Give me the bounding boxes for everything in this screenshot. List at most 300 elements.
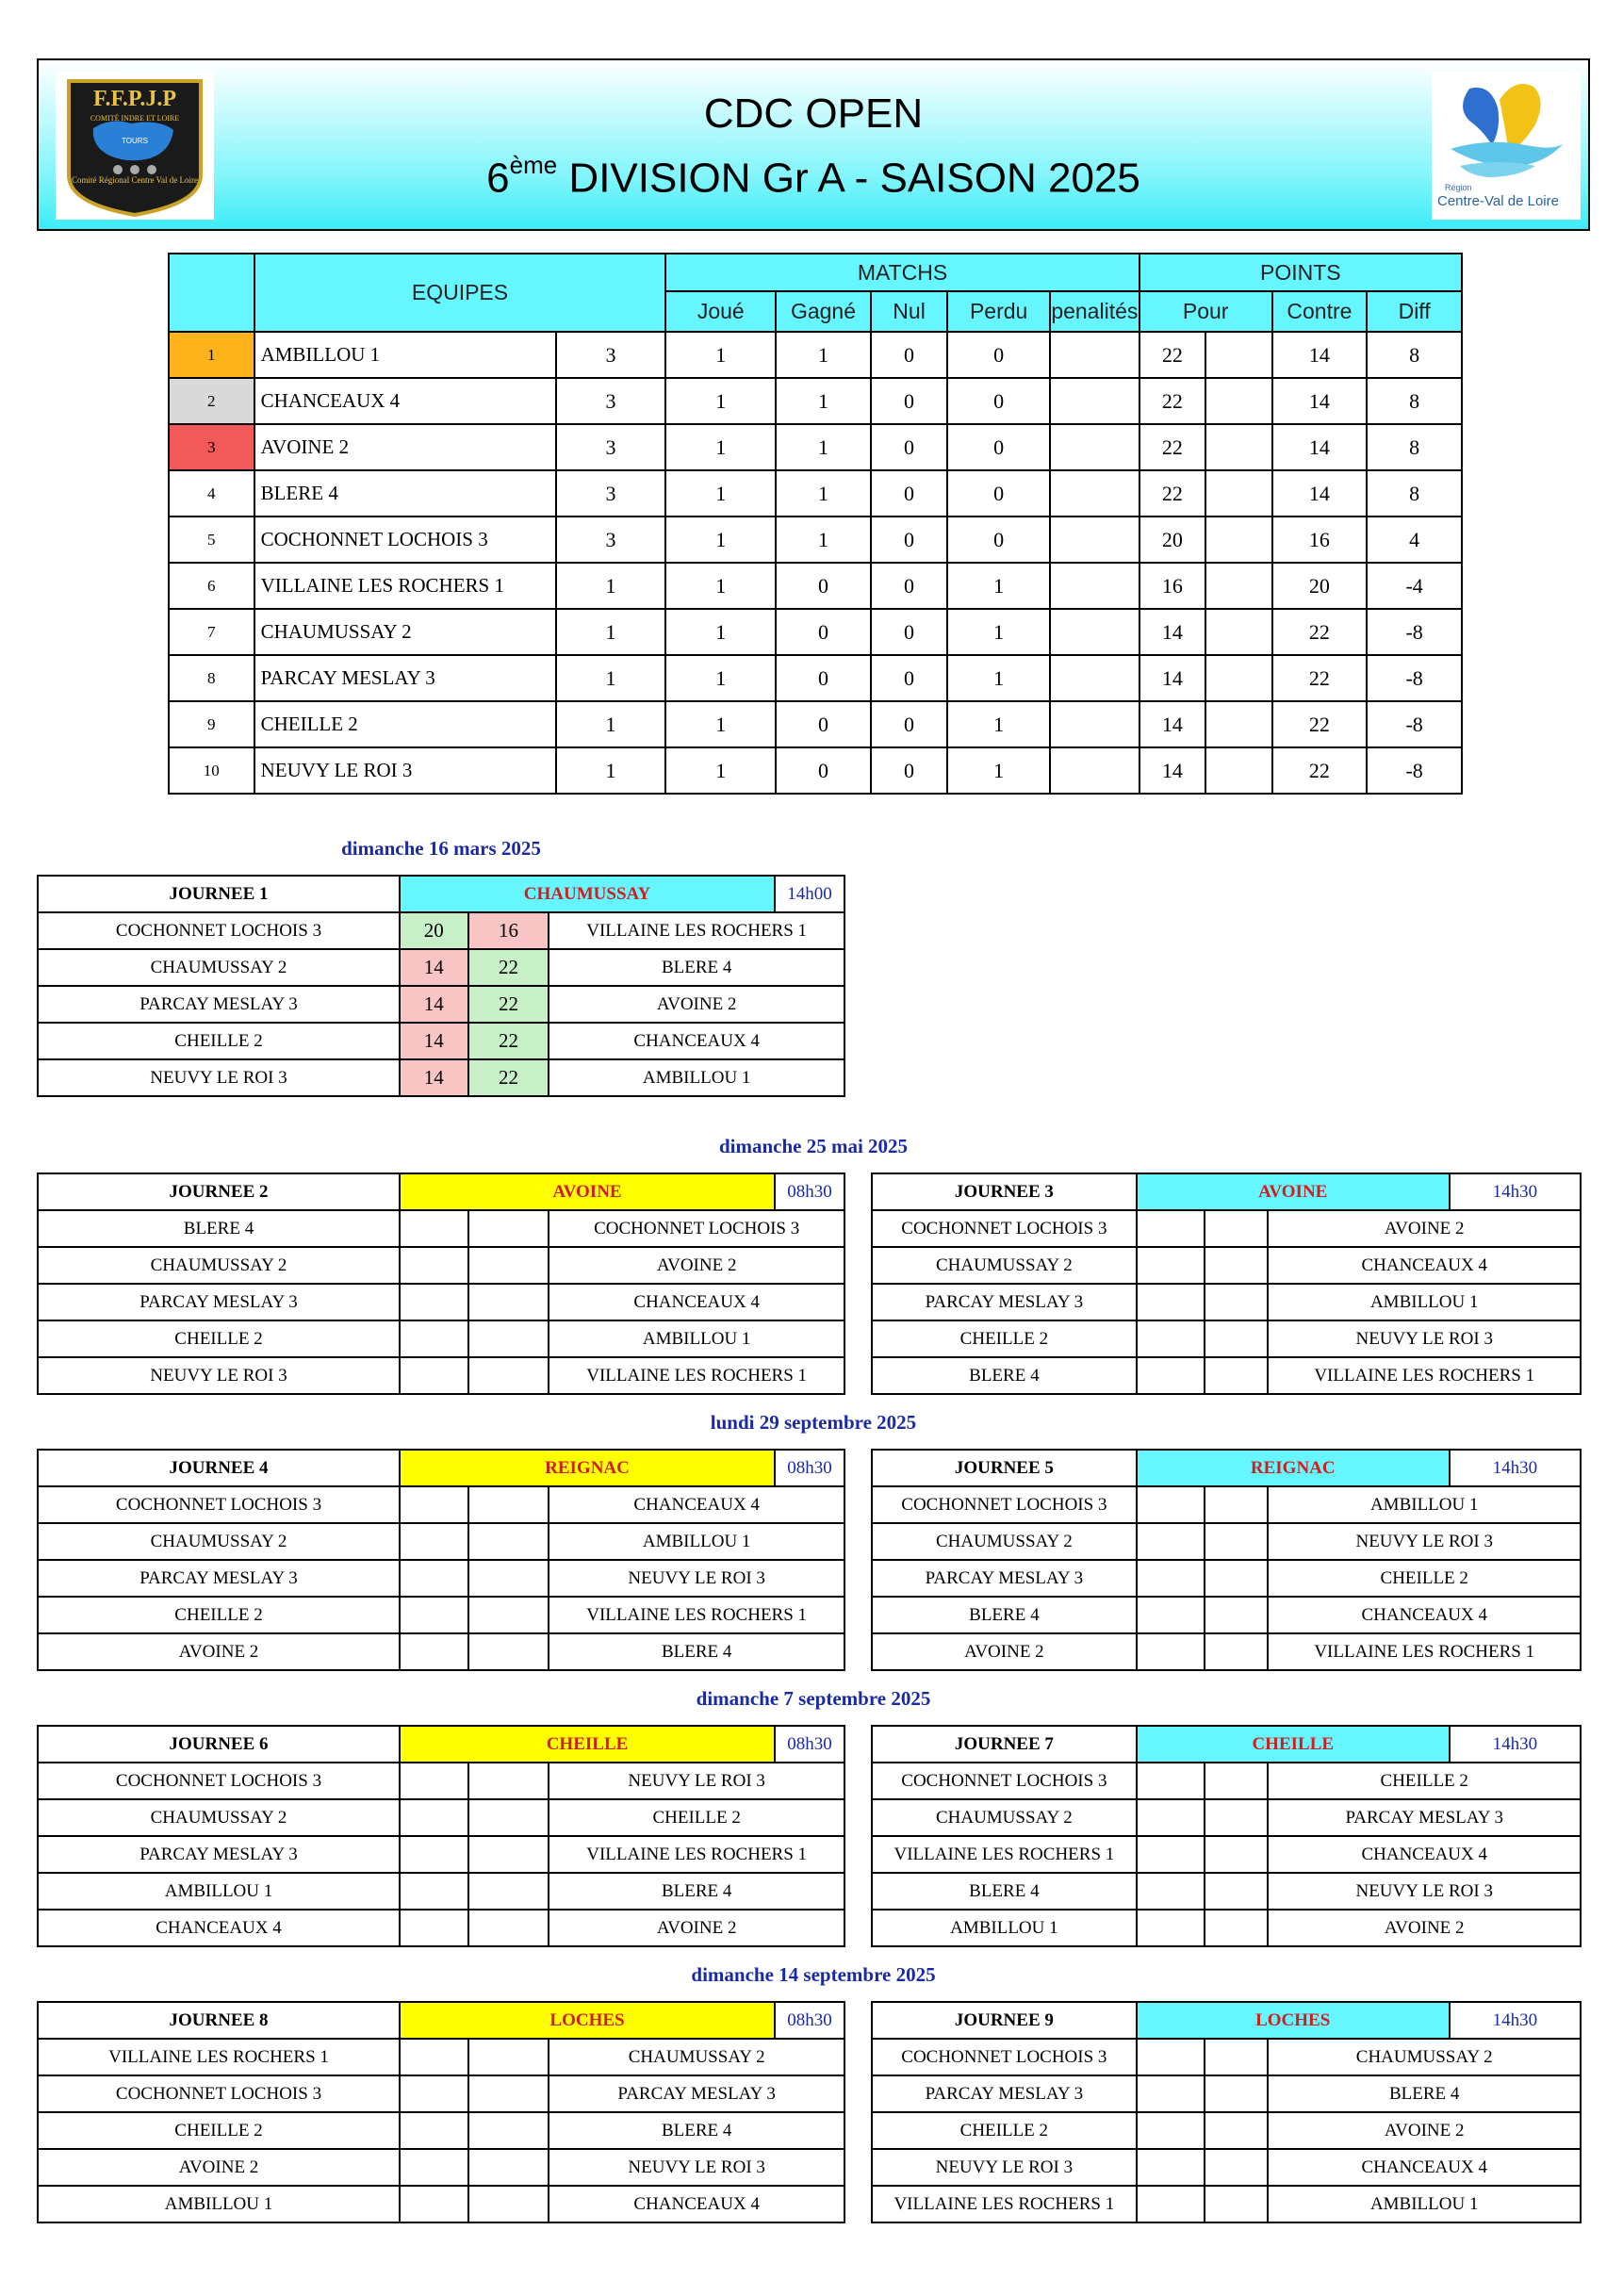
pour-extra-cell — [1205, 609, 1271, 655]
journee-table — [37, 1449, 845, 1671]
home-team: CHAUMUSSAY 2 — [872, 1247, 1137, 1284]
home-team: PARCAY MESLAY 3 — [38, 1836, 400, 1873]
home-team: VILLAINE LES ROCHERS 1 — [872, 1836, 1137, 1873]
match-row — [38, 1763, 844, 1799]
home-team: CHAUMUSSAY 2 — [38, 1523, 400, 1560]
diff-cell: 8 — [1367, 424, 1462, 470]
penalites-cell — [1050, 609, 1139, 655]
division-number: 6 — [486, 155, 510, 202]
journee-header-row — [38, 1173, 844, 1210]
perdu-cell: 0 — [947, 470, 1050, 517]
away-score[interactable] — [468, 1633, 549, 1670]
home-score[interactable] — [1137, 1357, 1205, 1394]
perdu-header: Perdu — [947, 291, 1050, 332]
points-cell: 3 — [556, 517, 666, 563]
standings-row — [169, 470, 1462, 517]
points-cell: 1 — [556, 655, 666, 701]
match-row — [38, 1873, 844, 1910]
journee-table — [871, 2001, 1582, 2223]
journee-venue: REIGNAC — [401, 1451, 774, 1485]
home-team: CHEILLE 2 — [38, 1023, 400, 1059]
diff-cell: -8 — [1367, 655, 1462, 701]
journee-venue: AVOINE — [1138, 1174, 1449, 1209]
contre-cell: 14 — [1272, 470, 1368, 517]
away-score[interactable] — [1205, 1910, 1269, 1946]
gagne-cell: 0 — [776, 655, 871, 701]
home-score[interactable] — [400, 1633, 468, 1670]
rank-cell: 1 — [169, 332, 254, 378]
penalites-cell — [1050, 424, 1139, 470]
match-row — [872, 1486, 1581, 1523]
away-score[interactable] — [1205, 1523, 1269, 1560]
away-score[interactable]: 22 — [468, 949, 549, 986]
pour-extra-cell — [1205, 332, 1271, 378]
gagne-cell: 0 — [776, 701, 871, 747]
rank-cell: 10 — [169, 747, 254, 794]
away-team: CHEILLE 2 — [1268, 1560, 1581, 1597]
pour-cell: 22 — [1139, 332, 1205, 378]
match-row — [872, 1633, 1581, 1670]
away-score[interactable] — [468, 2112, 549, 2149]
joue-cell: 1 — [665, 517, 776, 563]
away-team: AMBILLOU 1 — [1268, 1284, 1581, 1320]
away-score[interactable] — [468, 2075, 549, 2112]
logo-region-text: Comité Régional Centre Val de Loire — [71, 175, 199, 185]
journee-venue-time-cell — [400, 2002, 844, 2039]
home-score[interactable] — [400, 2149, 468, 2186]
home-team: PARCAY MESLAY 3 — [38, 986, 400, 1023]
home-team: AVOINE 2 — [38, 1633, 400, 1670]
away-team: CHANCEAUX 4 — [549, 1486, 844, 1523]
perdu-cell: 1 — [947, 701, 1050, 747]
perdu-cell: 1 — [947, 563, 1050, 609]
journee-title: JOURNEE 4 — [38, 1450, 400, 1486]
journee-venue-time-cell — [1137, 1450, 1581, 1486]
standings-row — [169, 701, 1462, 747]
away-team: VILLAINE LES ROCHERS 1 — [1268, 1357, 1581, 1394]
home-team: BLERE 4 — [872, 1357, 1137, 1394]
joue-cell: 1 — [665, 424, 776, 470]
away-team: VILLAINE LES ROCHERS 1 — [1268, 1633, 1581, 1670]
gagne-cell: 0 — [776, 609, 871, 655]
away-score[interactable] — [1205, 1247, 1269, 1284]
home-team: PARCAY MESLAY 3 — [872, 1284, 1137, 1320]
journee-time: 14h30 — [1449, 2003, 1580, 2038]
away-score[interactable] — [1205, 2112, 1269, 2149]
perdu-cell: 1 — [947, 655, 1050, 701]
journee-title: JOURNEE 1 — [38, 876, 400, 912]
team-cell: CHAUMUSSAY 2 — [254, 609, 556, 655]
logo-city-text: TOURS — [122, 137, 148, 145]
home-score[interactable] — [400, 1523, 468, 1560]
away-team: NEUVY LE ROI 3 — [1268, 1523, 1581, 1560]
away-score[interactable] — [1205, 2075, 1269, 2112]
away-score[interactable] — [1205, 1320, 1269, 1357]
home-score[interactable] — [400, 2112, 468, 2149]
away-team: CHAUMUSSAY 2 — [549, 2039, 844, 2075]
home-score[interactable] — [400, 2039, 468, 2075]
gagne-cell: 0 — [776, 563, 871, 609]
home-score[interactable] — [1137, 2112, 1205, 2149]
home-team: BLERE 4 — [872, 1597, 1137, 1633]
away-team: NEUVY LE ROI 3 — [1268, 1873, 1581, 1910]
journee-venue-time-cell — [1137, 1726, 1581, 1763]
match-row — [38, 949, 844, 986]
away-team: CHANCEAUX 4 — [549, 2186, 844, 2222]
match-row — [872, 2039, 1581, 2075]
home-score[interactable] — [1137, 2149, 1205, 2186]
standings-table — [168, 253, 1463, 795]
rank-cell: 4 — [169, 470, 254, 517]
matchs-header: MATCHS — [665, 254, 1139, 291]
home-score[interactable] — [400, 1560, 468, 1597]
match-row — [872, 1357, 1581, 1394]
away-score[interactable] — [1205, 1836, 1269, 1873]
gagne-cell: 1 — [776, 517, 871, 563]
journee-time: 08h30 — [774, 1174, 844, 1209]
penalites-cell — [1050, 747, 1139, 794]
journee-title: JOURNEE 3 — [872, 1173, 1137, 1210]
nul-cell: 0 — [871, 470, 948, 517]
points-cell: 1 — [556, 747, 666, 794]
journee-header-row — [38, 1450, 844, 1486]
journee-header-row — [38, 1726, 844, 1763]
journee-venue: AVOINE — [401, 1174, 774, 1209]
home-score[interactable] — [1137, 1799, 1205, 1836]
home-score[interactable] — [1137, 2075, 1205, 2112]
perdu-cell: 0 — [947, 517, 1050, 563]
journee-table — [37, 1725, 845, 1947]
home-score[interactable]: 14 — [400, 1023, 468, 1059]
nul-cell: 0 — [871, 701, 948, 747]
match-row — [38, 1023, 844, 1059]
home-team: NEUVY LE ROI 3 — [38, 1059, 400, 1096]
team-cell: COCHONNET LOCHOIS 3 — [254, 517, 556, 563]
away-team: AVOINE 2 — [1268, 1910, 1581, 1946]
home-score[interactable] — [400, 1284, 468, 1320]
match-row — [872, 2112, 1581, 2149]
diff-header: Diff — [1367, 291, 1462, 332]
journee-table — [37, 2001, 845, 2223]
match-row — [872, 2075, 1581, 2112]
journee-venue-time-cell — [1137, 2002, 1581, 2039]
away-score[interactable] — [468, 1284, 549, 1320]
page-header — [37, 58, 1590, 231]
home-team: COCHONNET LOCHOIS 3 — [872, 1210, 1137, 1247]
away-team: AVOINE 2 — [1268, 2112, 1581, 2149]
team-cell: AVOINE 2 — [254, 424, 556, 470]
match-row — [38, 1357, 844, 1394]
penalites-cell — [1050, 517, 1139, 563]
penalites-cell — [1050, 563, 1139, 609]
contre-header: Contre — [1272, 291, 1368, 332]
home-team: COCHONNET LOCHOIS 3 — [38, 1486, 400, 1523]
away-score[interactable] — [1205, 1873, 1269, 1910]
away-team: CHANCEAUX 4 — [1268, 1597, 1581, 1633]
match-date: dimanche 7 septembre 2025 — [696, 1687, 931, 1710]
away-score[interactable] — [468, 1763, 549, 1799]
away-score[interactable] — [468, 1523, 549, 1560]
pour-extra-cell — [1205, 701, 1271, 747]
rank-cell: 7 — [169, 609, 254, 655]
division-suffix: ème — [509, 151, 558, 179]
match-row — [872, 1320, 1581, 1357]
home-score[interactable] — [1137, 1320, 1205, 1357]
journee-venue-time-cell — [400, 1450, 844, 1486]
journee-venue: CHEILLE — [401, 1727, 774, 1762]
page-subtitle — [39, 151, 1588, 203]
away-score[interactable] — [468, 1799, 549, 1836]
contre-cell: 14 — [1272, 332, 1368, 378]
away-team: AMBILLOU 1 — [1268, 1486, 1581, 1523]
standings-row — [169, 609, 1462, 655]
match-row — [872, 1210, 1581, 1247]
journee-title: JOURNEE 9 — [872, 2002, 1137, 2039]
journee-header-row — [38, 876, 844, 912]
home-score[interactable] — [1137, 1836, 1205, 1873]
away-score[interactable] — [1205, 1799, 1269, 1836]
away-score[interactable] — [1205, 1763, 1269, 1799]
match-row — [38, 1560, 844, 1597]
standings-row — [169, 424, 1462, 470]
away-score[interactable] — [468, 1247, 549, 1284]
rank-cell: 2 — [169, 378, 254, 424]
match-row — [38, 2112, 844, 2149]
points-cell: 3 — [556, 470, 666, 517]
journee-time: 14h00 — [774, 877, 844, 911]
away-score[interactable] — [468, 1357, 549, 1394]
contre-cell: 22 — [1272, 609, 1368, 655]
away-score[interactable] — [468, 1910, 549, 1946]
away-score[interactable] — [1205, 2039, 1269, 2075]
joue-cell: 1 — [665, 609, 776, 655]
home-team: CHAUMUSSAY 2 — [38, 1247, 400, 1284]
home-score[interactable]: 14 — [400, 986, 468, 1023]
perdu-cell: 0 — [947, 424, 1050, 470]
diff-cell: -8 — [1367, 701, 1462, 747]
journee-venue: LOCHES — [401, 2003, 774, 2038]
home-score[interactable] — [400, 1763, 468, 1799]
journee-header-row — [872, 1450, 1581, 1486]
journee-header-row — [38, 2002, 844, 2039]
home-score[interactable] — [1137, 1284, 1205, 1320]
logo-committee-text: COMITÉ INDRE ET LOIRE — [90, 114, 180, 123]
pour-cell: 22 — [1139, 470, 1205, 517]
match-date: dimanche 14 septembre 2025 — [691, 1963, 936, 1986]
away-score[interactable]: 22 — [468, 986, 549, 1023]
away-team: NEUVY LE ROI 3 — [549, 1560, 844, 1597]
away-score[interactable] — [468, 2186, 549, 2222]
home-team: VILLAINE LES ROCHERS 1 — [872, 2186, 1137, 2222]
away-team: CHANCEAUX 4 — [1268, 2149, 1581, 2186]
away-score[interactable] — [468, 1560, 549, 1597]
home-score[interactable] — [1137, 1763, 1205, 1799]
home-score[interactable] — [1137, 1597, 1205, 1633]
journee-title: JOURNEE 5 — [872, 1450, 1137, 1486]
away-score[interactable] — [1205, 2149, 1269, 2186]
away-score[interactable] — [1205, 1597, 1269, 1633]
home-score[interactable] — [1137, 1486, 1205, 1523]
home-score[interactable] — [1137, 1910, 1205, 1946]
pour-cell: 16 — [1139, 563, 1205, 609]
home-score[interactable] — [400, 1247, 468, 1284]
match-row — [872, 1284, 1581, 1320]
home-score[interactable]: 14 — [400, 949, 468, 986]
pour-extra-cell — [1205, 378, 1271, 424]
home-score[interactable] — [1137, 1247, 1205, 1284]
points-cell: 1 — [556, 609, 666, 655]
away-score[interactable] — [1205, 1560, 1269, 1597]
home-score[interactable] — [400, 1486, 468, 1523]
home-score[interactable]: 20 — [400, 912, 468, 949]
team-cell: NEUVY LE ROI 3 — [254, 747, 556, 794]
match-row — [38, 2075, 844, 2112]
contre-cell: 22 — [1272, 747, 1368, 794]
home-team: AMBILLOU 1 — [38, 2186, 400, 2222]
points-header: POINTS — [1139, 254, 1462, 291]
away-score[interactable] — [1205, 1633, 1269, 1670]
penalites-cell — [1050, 378, 1139, 424]
match-row — [38, 1247, 844, 1284]
journee-title: JOURNEE 8 — [38, 2002, 400, 2039]
standings-row — [169, 378, 1462, 424]
home-score[interactable] — [400, 1836, 468, 1873]
away-team: AVOINE 2 — [549, 1247, 844, 1284]
away-score[interactable] — [1205, 1357, 1269, 1394]
home-score[interactable] — [400, 1910, 468, 1946]
joue-cell: 1 — [665, 332, 776, 378]
nul-cell: 0 — [871, 378, 948, 424]
match-row — [38, 1836, 844, 1873]
joue-cell: 1 — [665, 378, 776, 424]
home-score[interactable] — [400, 1873, 468, 1910]
nul-cell: 0 — [871, 563, 948, 609]
nul-header: Nul — [871, 291, 948, 332]
away-score[interactable] — [1205, 2186, 1269, 2222]
contre-cell: 16 — [1272, 517, 1368, 563]
away-team: BLERE 4 — [549, 2112, 844, 2149]
away-team: COCHONNET LOCHOIS 3 — [549, 1210, 844, 1247]
journee-table — [871, 1173, 1582, 1395]
home-score[interactable] — [400, 1357, 468, 1394]
match-row — [38, 1523, 844, 1560]
home-score[interactable] — [1137, 1633, 1205, 1670]
match-row — [872, 2186, 1581, 2222]
away-team: AVOINE 2 — [1268, 1210, 1581, 1247]
home-score[interactable] — [400, 1799, 468, 1836]
home-score[interactable] — [1137, 2039, 1205, 2075]
team-cell: AMBILLOU 1 — [254, 332, 556, 378]
away-team: NEUVY LE ROI 3 — [549, 1763, 844, 1799]
away-score[interactable] — [468, 1873, 549, 1910]
away-team: AMBILLOU 1 — [549, 1320, 844, 1357]
match-row — [38, 986, 844, 1023]
away-score[interactable] — [1205, 1486, 1269, 1523]
home-score[interactable] — [1137, 1523, 1205, 1560]
away-score[interactable] — [1205, 1210, 1269, 1247]
home-score[interactable]: 14 — [400, 1059, 468, 1096]
home-score[interactable] — [1137, 1560, 1205, 1597]
home-team: PARCAY MESLAY 3 — [872, 2075, 1137, 2112]
match-row — [872, 1597, 1581, 1633]
home-team: NEUVY LE ROI 3 — [38, 1357, 400, 1394]
home-team: BLERE 4 — [38, 1210, 400, 1247]
home-score[interactable] — [1137, 1873, 1205, 1910]
home-team: CHAUMUSSAY 2 — [38, 1799, 400, 1836]
away-team: VILLAINE LES ROCHERS 1 — [549, 912, 844, 949]
division-text: DIVISION Gr A - SAISON 2025 — [557, 155, 1140, 202]
home-score[interactable] — [400, 2186, 468, 2222]
away-team: BLERE 4 — [1268, 2075, 1581, 2112]
pour-cell: 14 — [1139, 655, 1205, 701]
diff-cell: 8 — [1367, 470, 1462, 517]
away-score[interactable]: 22 — [468, 1023, 549, 1059]
home-score[interactable] — [400, 2075, 468, 2112]
journee-title: JOURNEE 6 — [38, 1726, 400, 1763]
away-score[interactable] — [468, 1486, 549, 1523]
journee-time: 14h30 — [1449, 1727, 1580, 1762]
perdu-cell: 0 — [947, 378, 1050, 424]
journee-table — [37, 875, 845, 1097]
away-score[interactable] — [468, 1597, 549, 1633]
gagne-cell: 1 — [776, 424, 871, 470]
nul-cell: 0 — [871, 747, 948, 794]
home-team: COCHONNET LOCHOIS 3 — [38, 2075, 400, 2112]
home-score[interactable] — [1137, 1210, 1205, 1247]
home-score[interactable] — [400, 1210, 468, 1247]
nul-cell: 0 — [871, 517, 948, 563]
away-team: VILLAINE LES ROCHERS 1 — [549, 1357, 844, 1394]
match-date: lundi 29 septembre 2025 — [710, 1411, 917, 1434]
away-team: NEUVY LE ROI 3 — [1268, 1320, 1581, 1357]
match-row — [872, 1799, 1581, 1836]
away-team: CHANCEAUX 4 — [1268, 1247, 1581, 1284]
nul-cell: 0 — [871, 609, 948, 655]
pour-cell: 22 — [1139, 424, 1205, 470]
joue-cell: 1 — [665, 563, 776, 609]
page-title: CDC OPEN — [703, 90, 924, 137]
pour-extra-cell — [1205, 517, 1271, 563]
region-logo-icon — [1432, 72, 1581, 220]
home-score[interactable] — [400, 1597, 468, 1633]
match-row — [38, 912, 844, 949]
joue-cell: 1 — [665, 747, 776, 794]
journee-title: JOURNEE 2 — [38, 1173, 400, 1210]
away-score[interactable] — [1205, 1284, 1269, 1320]
journee-venue-time-cell — [400, 876, 844, 912]
away-score[interactable] — [468, 2039, 549, 2075]
away-score[interactable] — [468, 2149, 549, 2186]
away-score[interactable] — [468, 1320, 549, 1357]
pour-header: Pour — [1139, 291, 1272, 332]
away-score[interactable] — [468, 1210, 549, 1247]
journee-venue-time-cell — [400, 1173, 844, 1210]
journee-time: 08h30 — [774, 1451, 844, 1485]
away-score[interactable]: 16 — [468, 912, 549, 949]
home-team: AVOINE 2 — [872, 1633, 1137, 1670]
match-row — [38, 1320, 844, 1357]
journee-venue: REIGNAC — [1138, 1451, 1449, 1485]
match-row — [872, 1873, 1581, 1910]
away-score[interactable]: 22 — [468, 1059, 549, 1096]
away-team: NEUVY LE ROI 3 — [549, 2149, 844, 2186]
home-team: CHAUMUSSAY 2 — [872, 1799, 1137, 1836]
journee-venue-time-cell — [1137, 1173, 1581, 1210]
match-row — [38, 1910, 844, 1946]
away-score[interactable] — [468, 1836, 549, 1873]
home-score[interactable] — [1137, 2186, 1205, 2222]
home-score[interactable] — [400, 1320, 468, 1357]
